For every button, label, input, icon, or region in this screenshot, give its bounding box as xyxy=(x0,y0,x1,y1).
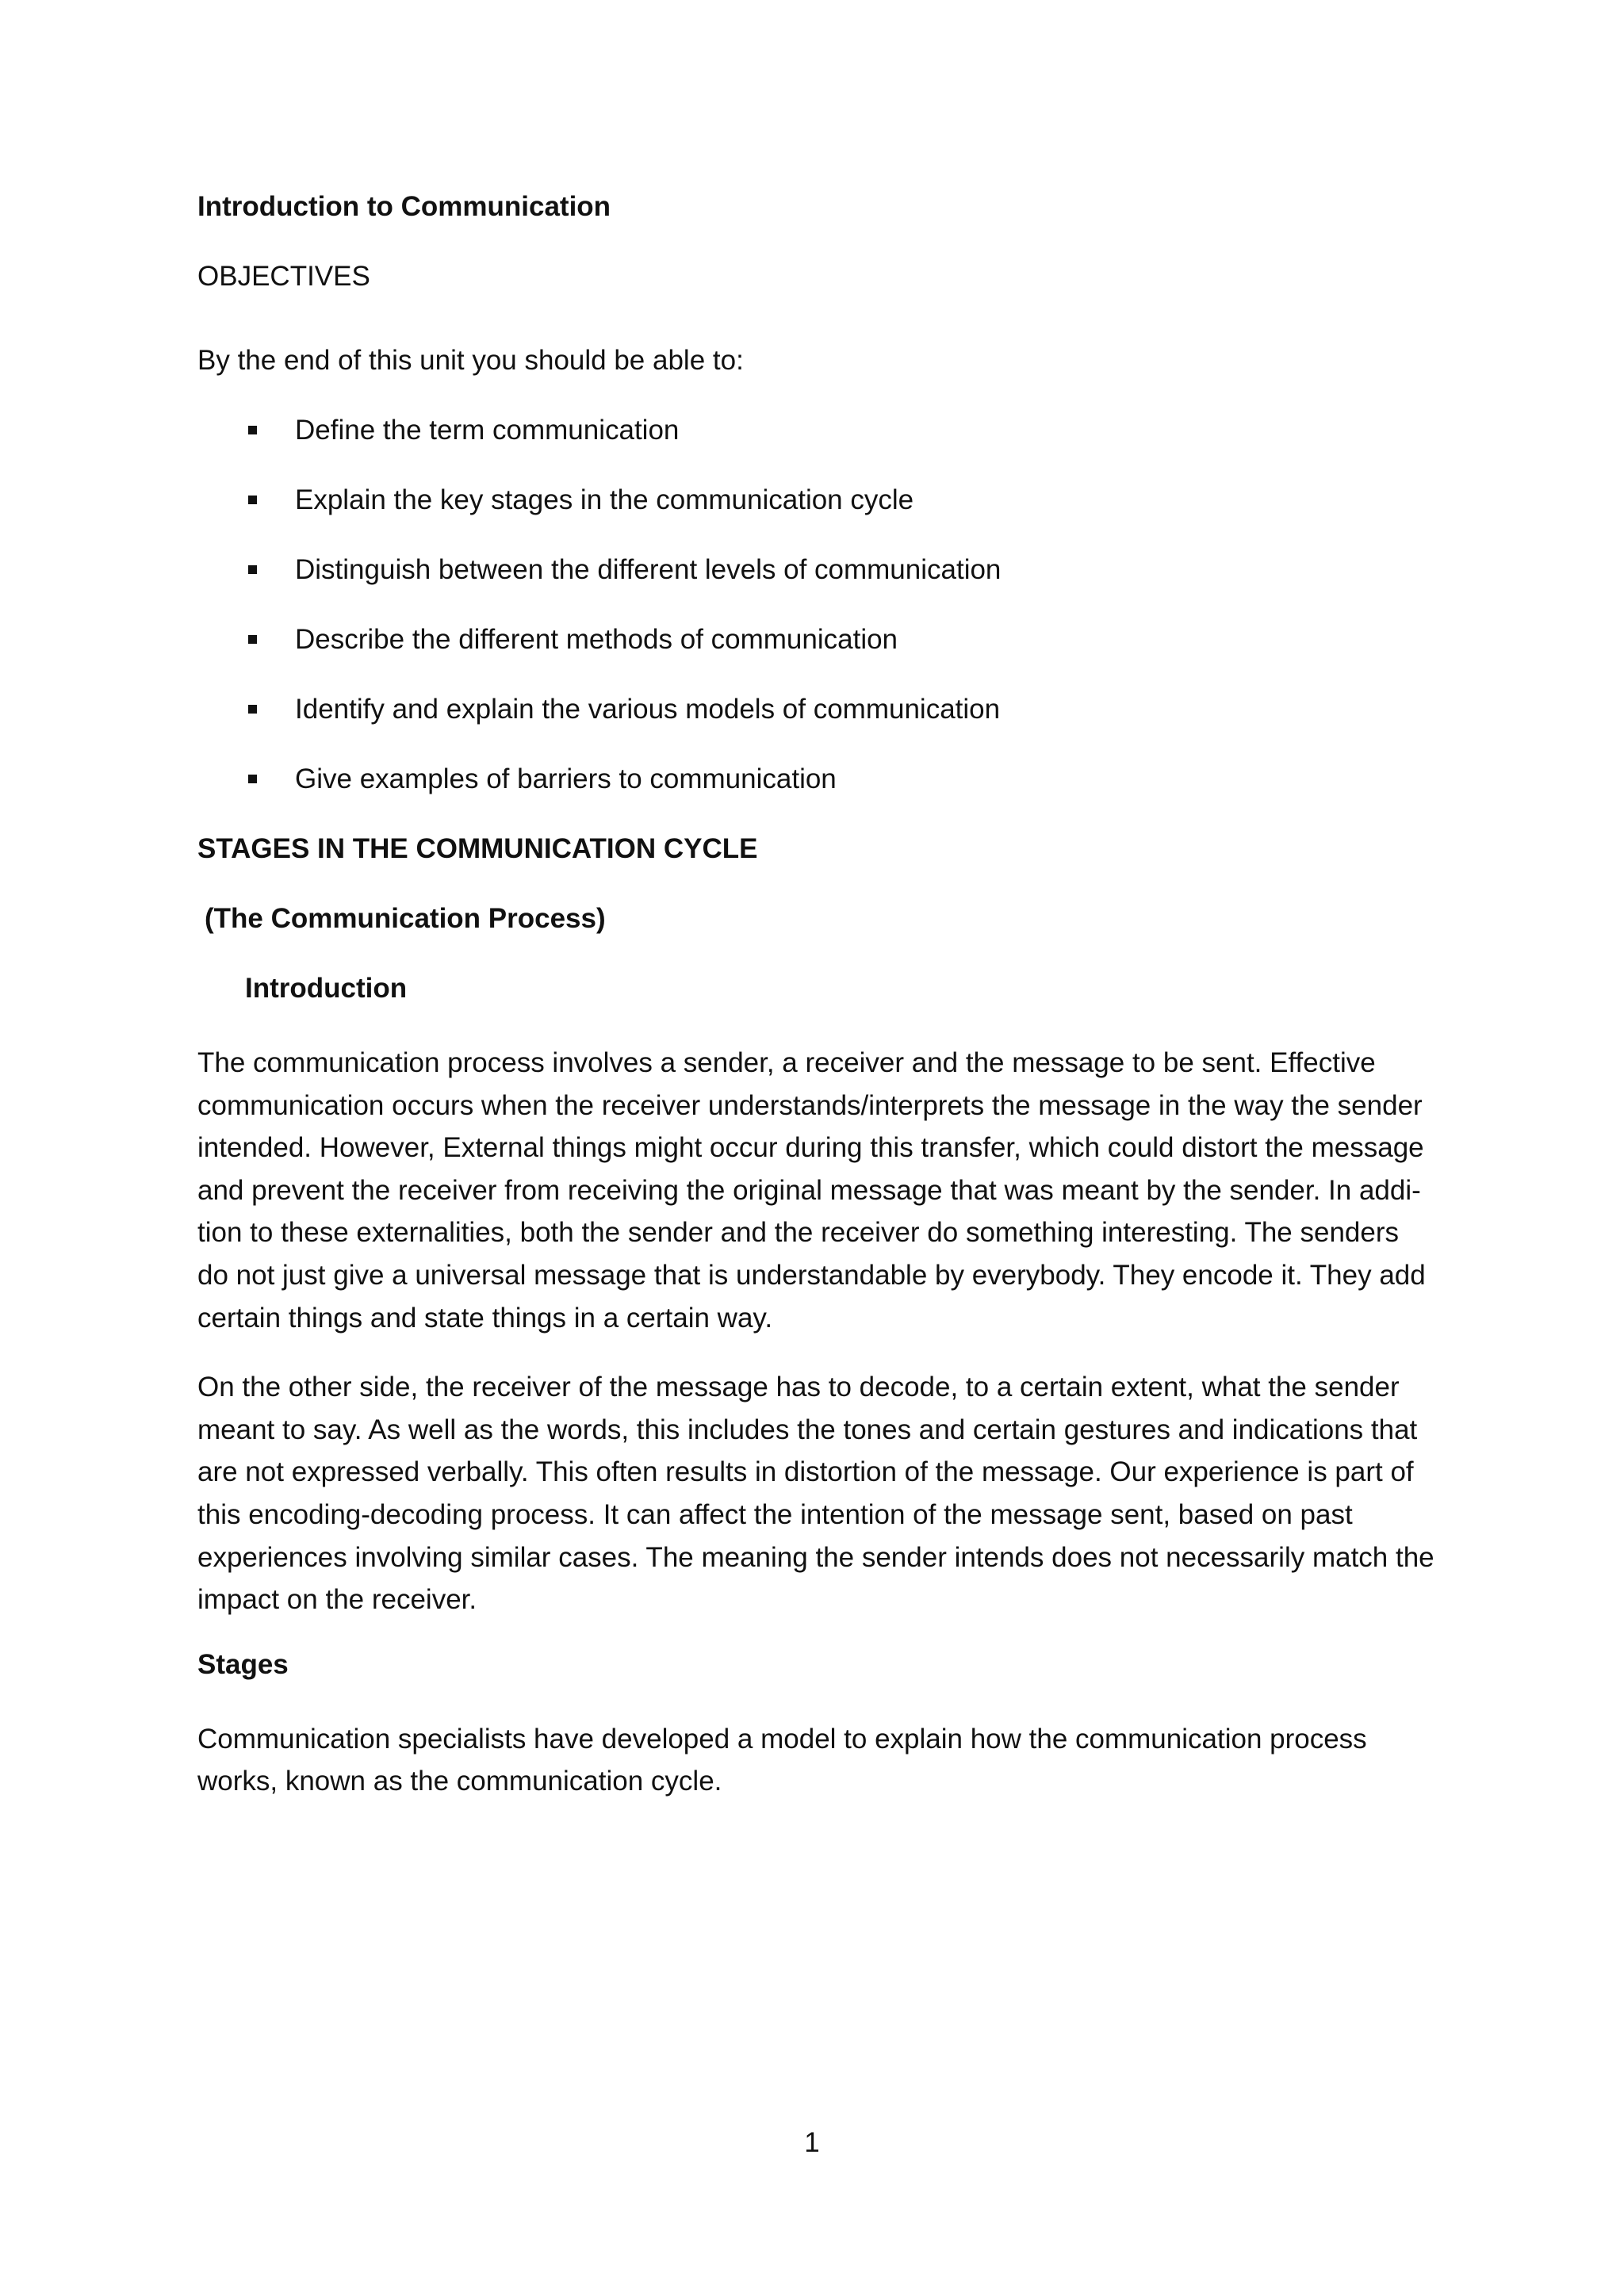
objective-text: Give examples of barriers to communication xyxy=(295,763,837,794)
square-bullet-icon xyxy=(248,426,257,434)
square-bullet-icon xyxy=(248,705,257,714)
objective-text: Distinguish between the different levels of communication xyxy=(295,554,1002,585)
objectives-intro: By the end of this unit you should be able to: xyxy=(197,345,744,376)
square-bullet-icon xyxy=(248,635,257,644)
introduction-heading: Introduction xyxy=(245,973,408,1004)
stages-heading: Stages xyxy=(197,1648,289,1680)
objective-item xyxy=(197,693,1434,726)
section-subheading: (The Communication Process) xyxy=(205,903,606,934)
objective-item xyxy=(197,763,1434,796)
square-bullet-icon xyxy=(248,775,257,783)
objective-text: Identify and explain the various models of communication xyxy=(295,694,1001,725)
page-number: 1 xyxy=(804,2127,820,2158)
objective-item xyxy=(197,484,1434,517)
objective-item xyxy=(197,623,1434,656)
objectives-label: OBJECTIVES xyxy=(197,261,370,292)
objectives-list xyxy=(197,414,1434,796)
objective-item xyxy=(197,553,1434,587)
body-paragraph: On the other side, the receiver of the message has to decode, to a certain extent, what the sender meant to say. As well as the words, this includes the tones and certain gestures and indications that are not expressed verbally. This often results in distortion of the message. Our experience is part of this encoding-decoding process. It can affect the intention of the message sent, based on past experiences involving similar cases. The meaning the sender intends does not necessarily match the impact on the receiver. xyxy=(197,1372,1434,1616)
square-bullet-icon xyxy=(248,565,257,574)
body-paragraph: The communication process involves a sender, a receiver and the message to be sent. Effective communication occurs when the receiver understands/interprets the message in the way the sender intended. However, External things might occur during this transfer, which could distort the message and prevent the receiver from receiving the original message that was meant by the sender. In addi-tion to these externalities, both the sender and the receiver do something interesting. The senders do not just give a universal message that is understandable by everybody. They encode it. They add certain things and state things in a certain way. xyxy=(197,1047,1426,1334)
page-content xyxy=(197,190,1434,1830)
document-title: Introduction to Communication xyxy=(197,191,611,222)
objective-text: Explain the key stages in the communication cycle xyxy=(295,484,914,515)
square-bullet-icon xyxy=(248,496,257,504)
stages-paragraph: Communication specialists have developed a model to explain how the communication process works, known as the communication cycle. xyxy=(197,1723,1367,1797)
objective-text: Define the term communication xyxy=(295,415,680,446)
objective-text: Describe the different methods of communication xyxy=(295,624,898,655)
objective-item xyxy=(197,414,1434,447)
section-heading: STAGES IN THE COMMUNICATION CYCLE xyxy=(197,833,758,864)
